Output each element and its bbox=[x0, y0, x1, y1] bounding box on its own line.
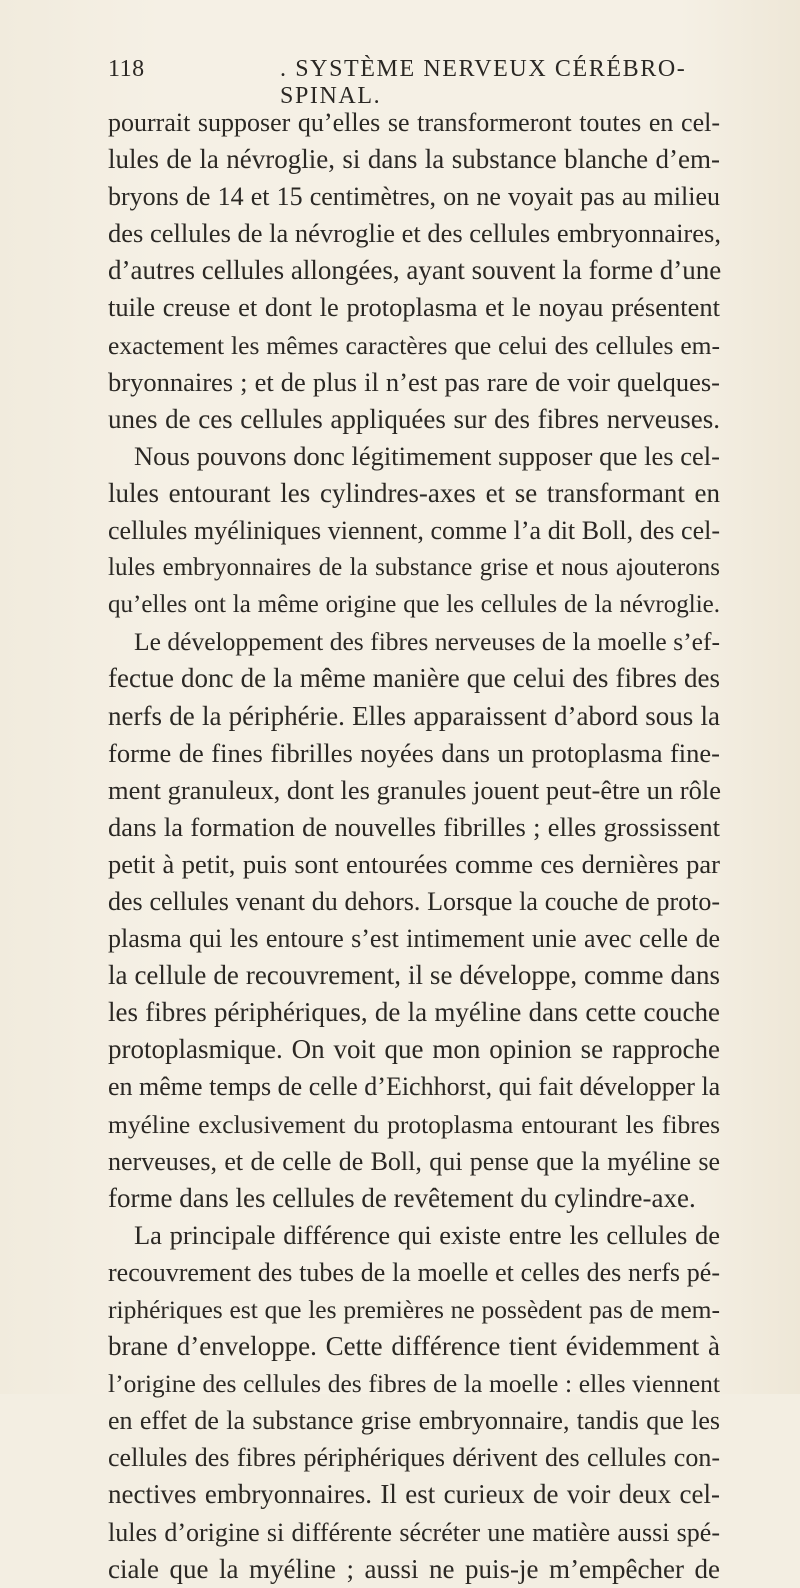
text-line: en effet de la substance grise embryonnaire, tandis que les bbox=[108, 1406, 720, 1436]
text-line: cellules myéliniques viennent, comme l’a dit Boll, des cel- bbox=[108, 516, 720, 546]
text-line: les fibres périphériques, de la myéline dans cette couche bbox=[108, 997, 720, 1028]
text-line: bryonnaires ; et de plus il n’est pas rare de voir quelques- bbox=[108, 366, 720, 397]
text-line: tuile creuse et dont le protoplasma et le noyau présentent bbox=[108, 292, 720, 323]
text-line: la cellule de recouvrement, il se développe, comme dans bbox=[108, 960, 720, 991]
paragraph-start-line: Nous pouvons donc légitimement supposer que les cel- bbox=[134, 440, 720, 471]
text-line: myéline exclusivement du protoplasma entourant les fibres bbox=[108, 1109, 720, 1139]
text-line: nectives embryonnaires. Il est curieux de voir deux cel- bbox=[108, 1479, 720, 1510]
paragraph-start-line: Le développement des fibres nerveuses de la moelle s’ef- bbox=[134, 627, 720, 657]
text-line: plasma qui les entoure s’est intimement unie avec celle de bbox=[108, 924, 720, 954]
text-line: cellules des fibres périphériques dérivent des cellules con- bbox=[108, 1443, 720, 1473]
text-line: lules entourant les cylindres-axes et se transformant en bbox=[108, 477, 720, 508]
text-line: petit à petit, puis sont entourées comme ces dernières par bbox=[108, 848, 720, 879]
text-line: lules d’origine si différente sécréter une matière aussi spé- bbox=[108, 1517, 720, 1547]
text-line: lules de la névroglie, si dans la substance blanche d’em- bbox=[108, 144, 720, 175]
text-line: bryons de 14 et 15 centimètres, on ne voyait pas au milieu bbox=[108, 182, 720, 212]
text-line: nerveuses, et de celle de Boll, qui pense que la myéline se bbox=[108, 1146, 720, 1176]
page-header bbox=[108, 56, 720, 109]
text-line: forme de fines fibrilles noyées dans un protoplasma fine- bbox=[108, 737, 720, 768]
page-number: 118 bbox=[108, 56, 145, 82]
text-line: nerfs de la périphérie. Elles apparaissent d’abord sous la bbox=[108, 700, 720, 731]
text-line: d’autres cellules allongées, ayant souvent la forme d’une bbox=[108, 255, 722, 286]
text-line: des cellules venant du dehors. Lorsque la couche de proto- bbox=[108, 886, 720, 916]
paragraph-start-line: La principale différence qui existe entre les cellules de bbox=[134, 1219, 720, 1250]
text-line: riphériques est que les premières ne possèdent pas de mem- bbox=[108, 1295, 720, 1324]
text-line: ciale que la myéline ; aussi ne puis-je m’empêcher de bbox=[108, 1553, 720, 1584]
text-line: protoplasmique. On voit que mon opinion se rapproche bbox=[108, 1034, 720, 1065]
running-head: . SYSTÈME NERVEUX CÉRÉBRO-SPINAL. bbox=[280, 56, 687, 109]
text-line: des cellules de la névroglie et des cellules embryonnaires, bbox=[108, 218, 721, 249]
text-line: exactement les mêmes caractères que celui des cellules em- bbox=[108, 330, 720, 360]
text-line: qu’elles ont la même origine que les cellules de la névroglie. bbox=[108, 591, 720, 619]
text-line: en même temps de celle d’Eichhorst, qui fait développer la bbox=[108, 1072, 721, 1102]
text-line: brane d’enveloppe. Cette différence tient évidemment à bbox=[108, 1331, 720, 1362]
body-text bbox=[108, 104, 720, 1588]
text-line: dans la formation de nouvelles fibrilles ; elles grossissent bbox=[108, 811, 720, 842]
text-line: recouvrement des tubes de la moelle et celles des nerfs pé- bbox=[108, 1257, 720, 1287]
text-line: l’origine des cellules des fibres de la moelle : elles viennent bbox=[108, 1369, 720, 1399]
text-line: ment granuleux, dont les granules jouent peut-être un rôle bbox=[108, 774, 721, 805]
text-line: unes de ces cellules appliquées sur des fibres nerveuses. bbox=[108, 403, 720, 434]
text-line: forme dans les cellules de revêtement du cylindre-axe. bbox=[108, 1182, 696, 1213]
text-line: fectue donc de la même manière que celui des fibres des bbox=[108, 663, 720, 694]
text-line: lules embryonnaires de la substance grise et nous ajouterons bbox=[108, 554, 720, 582]
text-line: pourrait supposer qu’elles se transformeront toutes en cel- bbox=[108, 108, 720, 137]
